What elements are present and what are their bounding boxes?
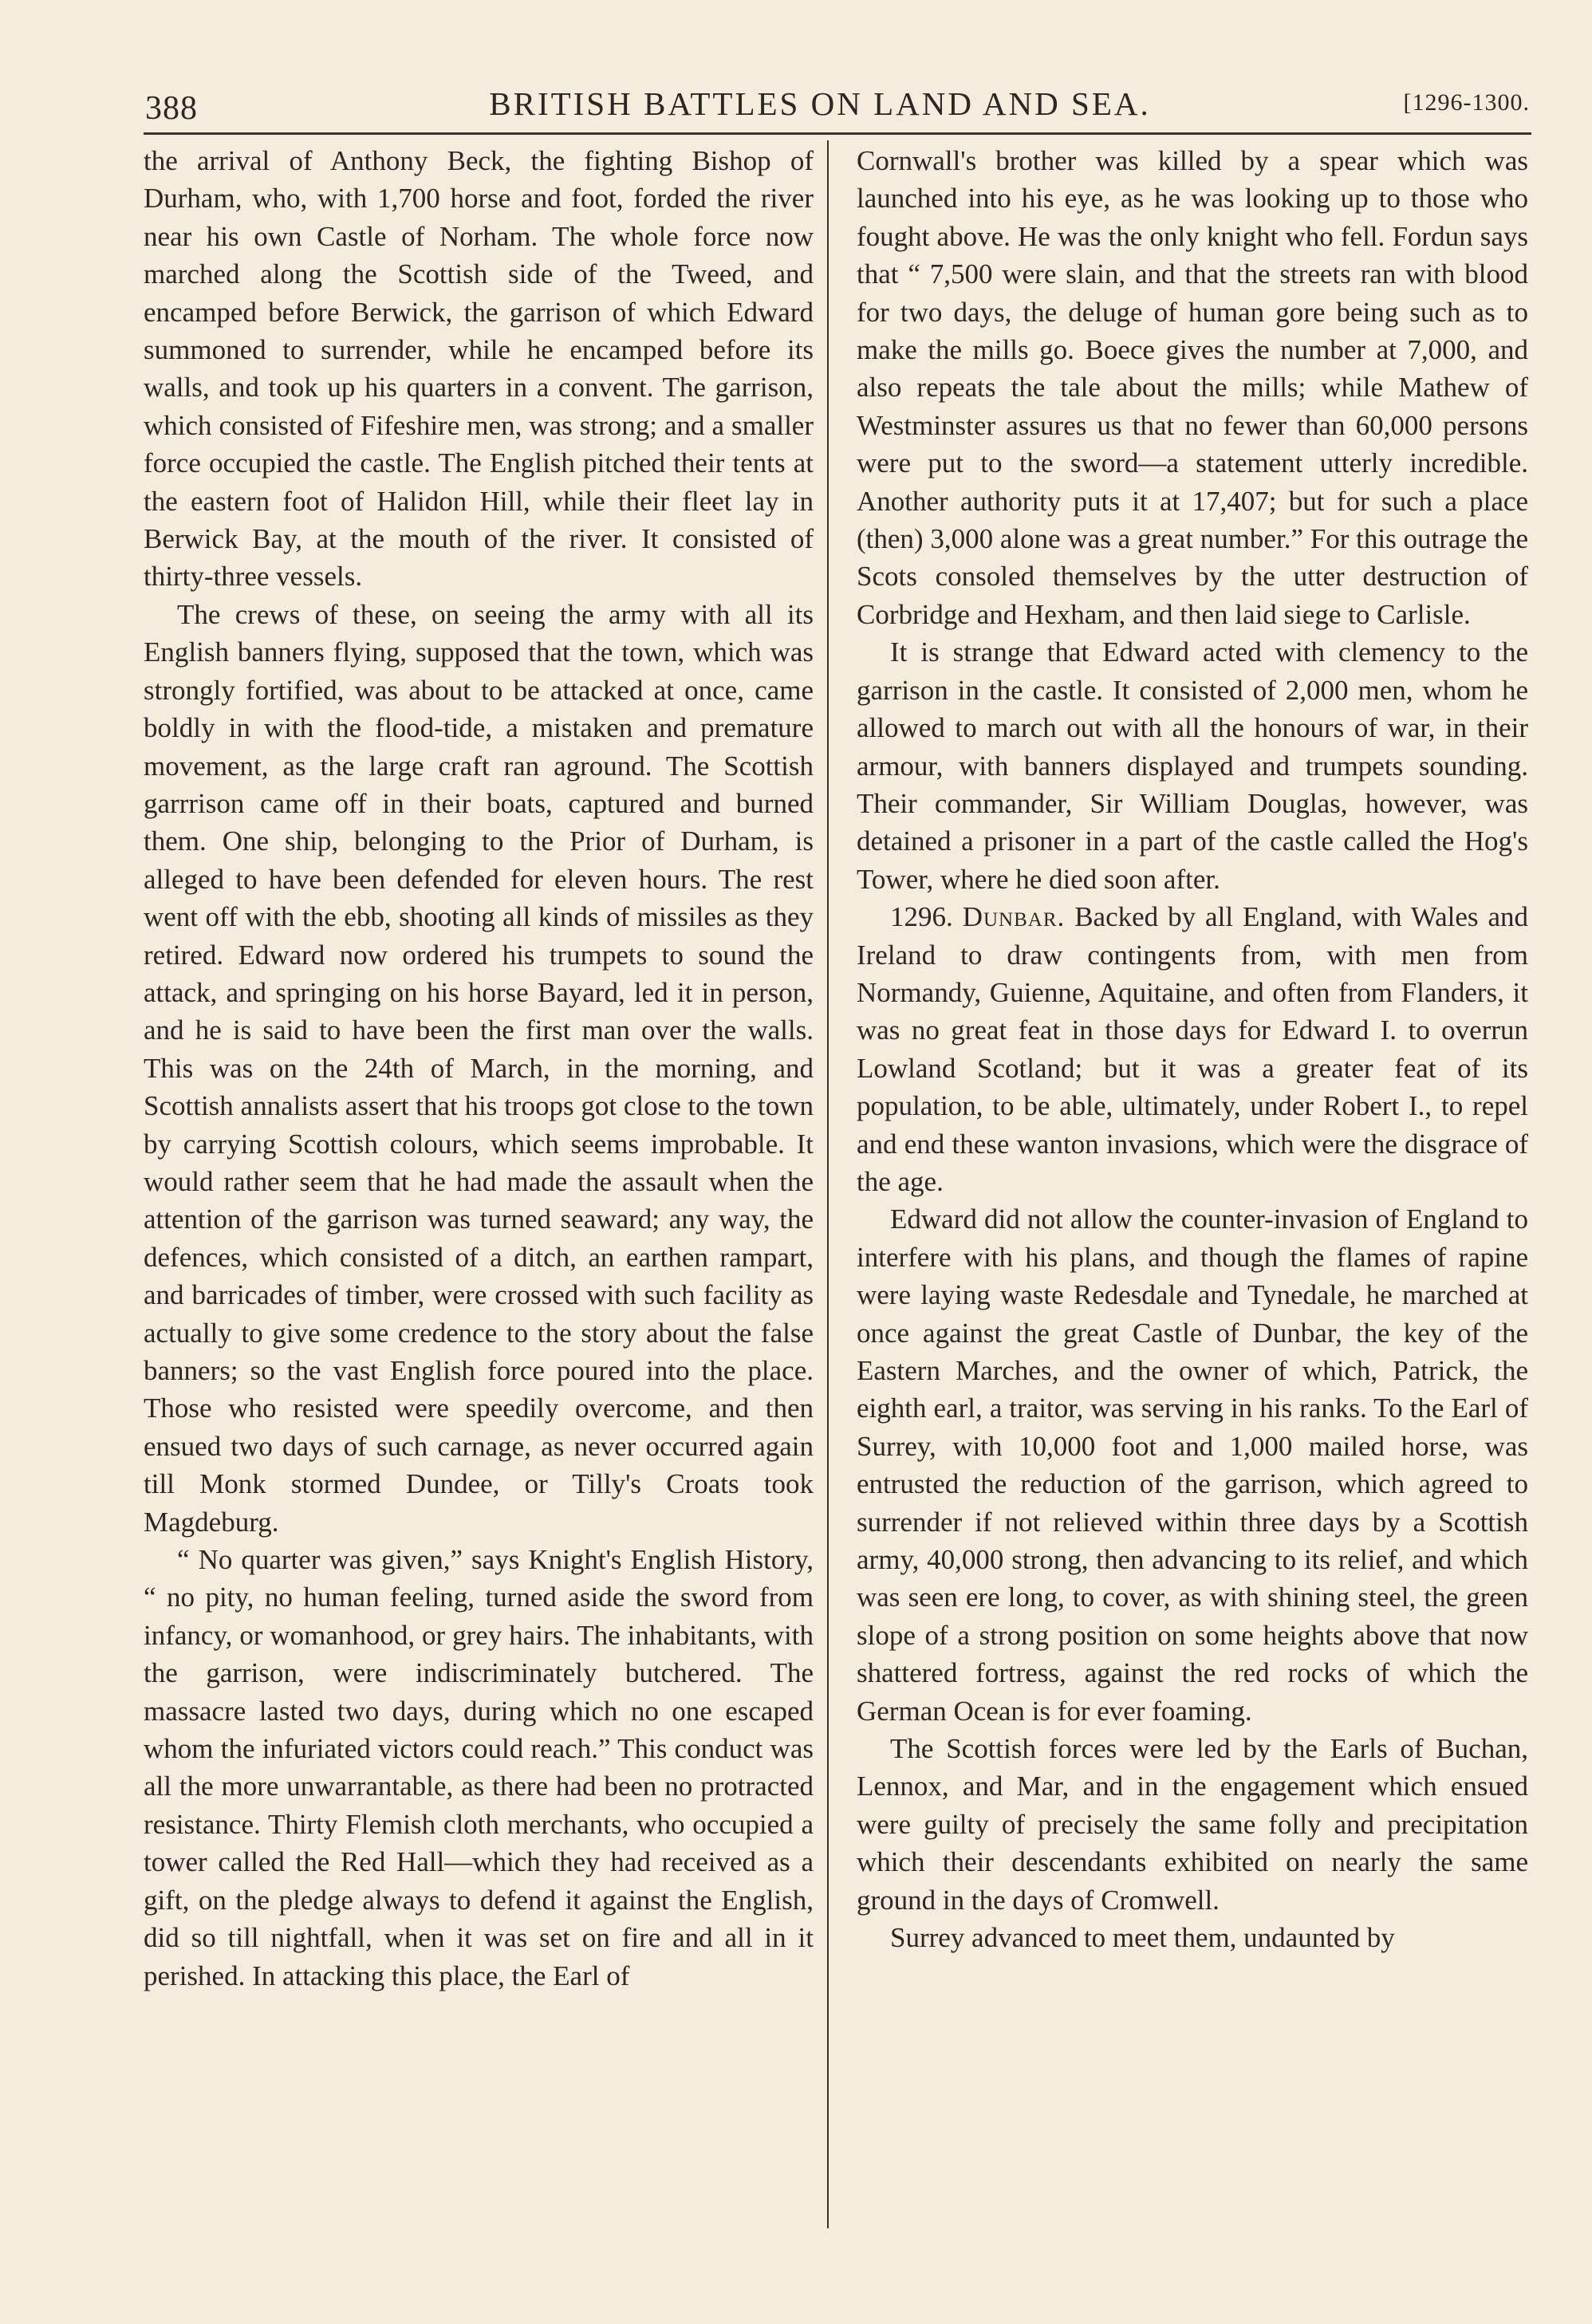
paragraph: “ No quarter was given,” says Knight's English History, “ no pity, no human feeling, turned aside the sword from infancy, or womanhood, or grey hairs. The inhabitants, with the garrison, were indiscriminately butchered. The massacre lasted two days, during which no one escaped whom the infuriated victors could reach.” This conduct was all the more unwarrantable, as there had been no protracted resistance. Thirty Flemish cloth merchants, who occupied a tower called the Red Hall—which they had received as a gift, on the pledge always to defend it against the English, did so till nightfall, when it was set on fire and all in it perished. In attacking this place, the Earl of: [144, 1544, 814, 1991]
paragraph-dunbar: [857, 898, 1528, 1200]
paragraph: The Scottish forces were led by the Earls of Buchan, Lennox, and Mar, and in the engagement which ensued were guilty of precisely the same folly and precipitation which their descendants exhibited on nearly the same ground in the days of Cromwell.: [857, 1733, 1528, 1916]
paragraph: It is strange that Edward acted with clemency to the garrison in the castle. It consisted of 2,000 men, whom he allowed to march out with all the honours of war, in their armour, with banners displayed and trumpets sounding. Their commander, Sir William Douglas, however, was detained a prisoner in a part of the castle called the Hog's Tower, where he died soon after.: [857, 636, 1528, 895]
left-column: [144, 142, 814, 2247]
year-label: 1296.: [890, 901, 953, 933]
paragraph: Cornwall's brother was killed by a spear which was launched into his eye, as he was looking up to those who fought above. He was the only knight who fell. Fordun says that “ 7,500 were slain, and that the streets ran with blood for two days, the deluge of human gore being such as to make the mills go. Boece gives the number at 7,000, and also repeats the tale about the mills; while Mathew of Westminster assures us that no fewer than 60,000 persons were put to the sword—a statement utterly incredible. Another authority puts it at 17,407; but for such a place (then) 3,000 alone was a great number.” For this outrage the Scots consoled themselves by the utter destruction of Corbridge and Hexham, and then laid siege to Carlisle.: [857, 145, 1528, 630]
paragraph: Surrey advanced to meet them, undaunted by: [890, 1922, 1395, 1954]
header-rule: [144, 132, 1531, 135]
page-number: 388: [145, 90, 198, 127]
paragraph: Edward did not allow the counter-invasion of England to interfere with his plans, and though the flames of rapine were laying waste Redesdale and Tynedale, he marched at once against the great Castle of Dunbar, the key of the Eastern Marches, and the owner of which, Patrick, the eighth earl, a traitor, was serving in his ranks. To the Earl of Surrey, with 10,000 foot and 1,000 mailed horse, was entrusted the reduction of the garrison, which agreed to surrender if not relieved within three days by a Scottish army, 40,000 strong, then advancing to its relief, and which was seen ere long, to cover, as with shining steel, the green slope of a strong position on some heights above that now shattered fortress, against the red rocks of which the German Ocean is for ever foaming.: [857, 1203, 1528, 1727]
right-column: [857, 142, 1528, 2247]
column-divider: [827, 140, 829, 2228]
section-heading: Dunbar.: [962, 901, 1066, 933]
paragraph: The crews of these, on seeing the army with all its English banners flying, supposed that the town, which was strongly fortified, was about to be attacked at once, came boldly in with the flood-tide, a mistaken and premature movement, as the large craft ran aground. The Scottish garrrison came off in their boats, captured and burned them. One ship, belonging to the Prior of Durham, is alleged to have been defended for eleven hours. The rest went off with the ebb, shooting all kinds of missiles as they retired. Edward now ordered his trumpets to sound the attack, and springing on his horse Bayard, led it in person, and he is said to have been the first man over the walls. This was on the 24th of March, in the morning, and Scottish annalists assert that his troops got close to the town by carrying Scottish colours, which seems improbable. It would rather seem that he had made the assault when the attention of the garrison was turned seaward; any way, the defences, which consisted of a ditch, an earthen rampart, and barricades of timber, were crossed with such facility as actually to give some credence to the story about the false banners; so the vast English force poured into the place. Those who resisted were speedily overcome, and then ensued two days of such carnage, as never occurred again till Monk stormed Dundee, or Tilly's Croats took Magdeburg.: [144, 598, 814, 1538]
running-title: BRITISH BATTLES ON LAND AND SEA.: [489, 85, 1151, 122]
paragraph: the arrival of Anthony Beck, the fighting Bishop of Durham, who, with 1,700 horse and foot, forded the river near his own Castle of Norham. The whole force now marched along the Scottish side of the Tweed, and encamped before Berwick, the garrison of which Edward summoned to surrender, while he encamped before its walls, and took up his quarters in a convent. The garrison, which consisted of Fifeshire men, was strong; and a smaller force occupied the castle. The English pitched their tents at the eastern foot of Halidon Hill, while their fleet lay in Berwick Bay, at the mouth of the river. It consisted of thirty-three vessels.: [144, 145, 814, 593]
paragraph-body: Backed by all England, with Wales and Ireland to draw contingents from, with men from Normandy, Guienne, Aquitaine, and often from Flanders, it was no great feat in those days for Edward I. to overrun Lowland Scotland; but it was a greater feat of its population, to be able, ultimately, under Robert I., to repel and end these wanton invasions, which were the disgrace of the age.: [857, 901, 1528, 1197]
date-range: [1296-1300.: [1403, 89, 1530, 116]
